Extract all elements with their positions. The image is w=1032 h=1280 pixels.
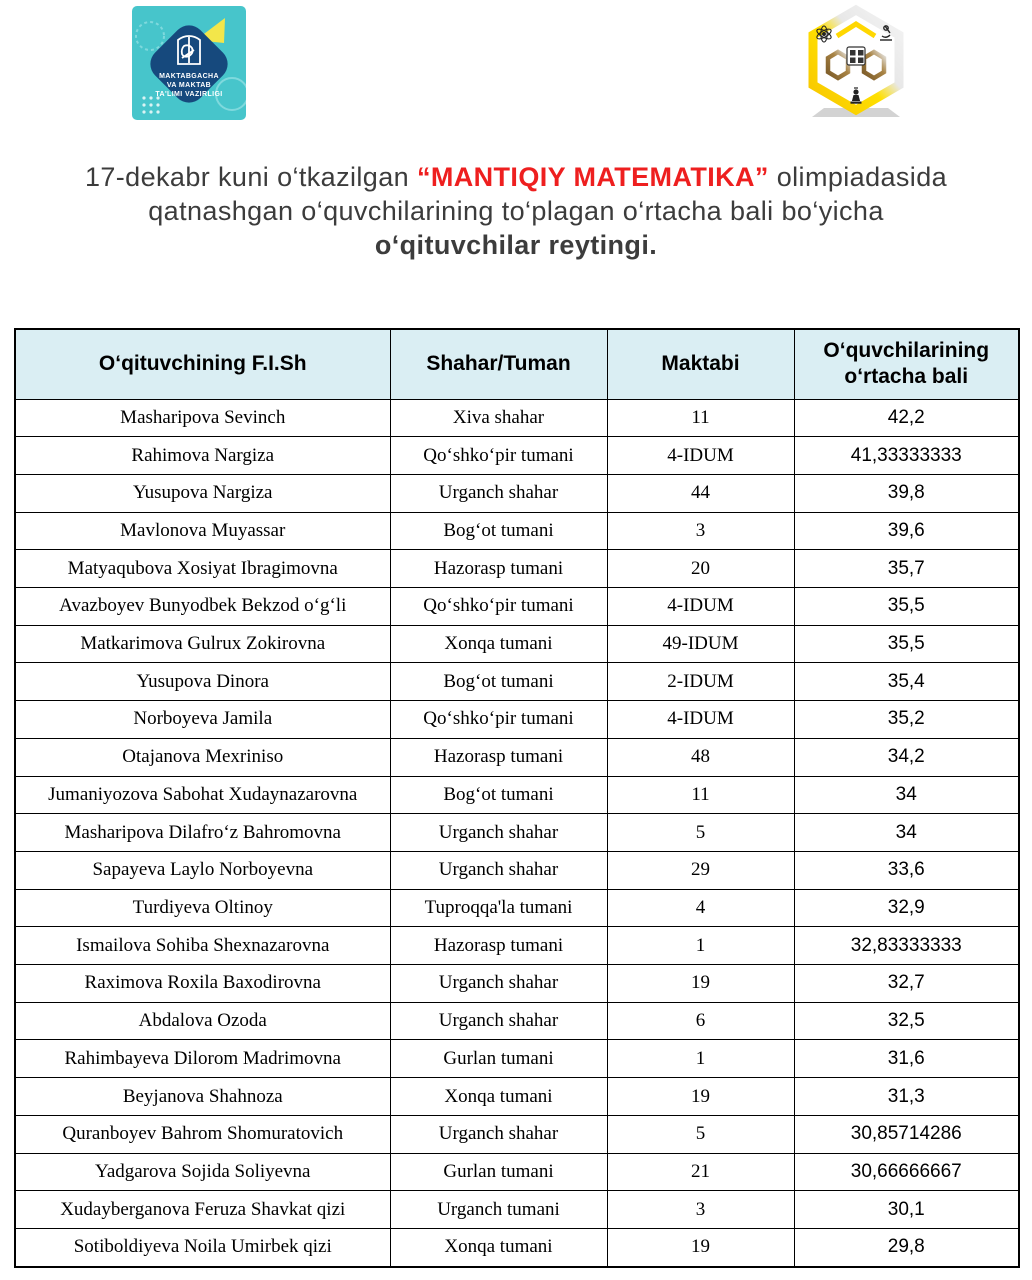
teacher-name-cell: Beyjanova Shahnoza xyxy=(15,1078,390,1116)
district-cell: Bog‘ot tumani xyxy=(390,663,607,701)
teacher-name-cell: Turdiyeva Oltinoy xyxy=(15,889,390,927)
school-cell: 1 xyxy=(607,927,794,965)
left-hexagon xyxy=(828,52,848,78)
district-cell: Hazorasp tumani xyxy=(390,550,607,588)
table-row xyxy=(15,1002,1019,1040)
teacher-name-cell: Xudayberganova Feruza Shavkat qizi xyxy=(15,1191,390,1229)
district-cell: Urganch tumani xyxy=(390,1191,607,1229)
title-line1-suffix: olimpiadasida xyxy=(768,162,948,192)
school-cell: 4-IDUM xyxy=(607,437,794,475)
district-cell: Gurlan tumani xyxy=(390,1040,607,1078)
score-cell: 30,1 xyxy=(794,1191,1019,1229)
table-row xyxy=(15,1040,1019,1078)
district-cell: Qo‘shko‘pir tumani xyxy=(390,588,607,626)
teacher-name-cell: Rahimbayeva Dilorom Madrimovna xyxy=(15,1040,390,1078)
title-line1-prefix: 17-dekabr kuni o‘tkazilgan xyxy=(84,162,417,192)
teacher-name-cell: Yadgarova Sojida Soliyevna xyxy=(15,1153,390,1191)
rating-table-container xyxy=(14,328,1018,1268)
top-chevron xyxy=(837,24,875,36)
teacher-name-cell: Matyaqubova Xosiyat Ibragimovna xyxy=(15,550,390,588)
district-cell: Hazorasp tumani xyxy=(390,927,607,965)
chess-pawn-icon xyxy=(851,88,862,104)
table-row xyxy=(15,399,1019,437)
teacher-name-cell: Sotiboldiyeva Noila Umirbek qizi xyxy=(15,1228,390,1267)
title-line-3: o‘qituvchilar reytingi. xyxy=(374,230,658,260)
table-row xyxy=(15,588,1019,626)
score-cell: 32,5 xyxy=(794,1002,1019,1040)
district-cell: Hazorasp tumani xyxy=(390,738,607,776)
district-cell: Bog‘ot tumani xyxy=(390,776,607,814)
svg-text:MAKTABGACHA: MAKTABGACHA xyxy=(159,73,219,80)
header-average-score: O‘quvchilarining o‘rtacha bali xyxy=(794,329,1019,399)
table-row xyxy=(15,701,1019,739)
school-cell: 4-IDUM xyxy=(607,701,794,739)
school-cell: 5 xyxy=(607,814,794,852)
header-school: Maktabi xyxy=(607,329,794,399)
teacher-name-cell: Mavlonova Muyassar xyxy=(15,512,390,550)
score-cell: 39,8 xyxy=(794,474,1019,512)
school-cell: 1 xyxy=(607,1040,794,1078)
school-cell: 49-IDUM xyxy=(607,625,794,663)
score-cell: 34 xyxy=(794,776,1019,814)
table-row xyxy=(15,889,1019,927)
svg-text:VA MAKTAB: VA MAKTAB xyxy=(166,82,212,89)
score-cell: 34,2 xyxy=(794,738,1019,776)
school-cell: 48 xyxy=(607,738,794,776)
school-cell: 44 xyxy=(607,474,794,512)
score-cell: 31,3 xyxy=(794,1078,1019,1116)
teacher-name-cell: Norboyeva Jamila xyxy=(15,701,390,739)
score-cell: 41,33333333 xyxy=(794,437,1019,475)
table-row xyxy=(15,663,1019,701)
school-cell: 3 xyxy=(607,1191,794,1229)
table-row xyxy=(15,814,1019,852)
score-cell: 32,7 xyxy=(794,965,1019,1003)
score-cell: 42,2 xyxy=(794,399,1019,437)
calculator-icon xyxy=(847,47,865,65)
teacher-name-cell: Rahimova Nargiza xyxy=(15,437,390,475)
table-row xyxy=(15,1191,1019,1229)
district-cell: Bog‘ot tumani xyxy=(390,512,607,550)
teacher-name-cell: Matkarimova Gulrux Zokirovna xyxy=(15,625,390,663)
school-cell: 4-IDUM xyxy=(607,588,794,626)
district-cell: Urganch shahar xyxy=(390,1002,607,1040)
score-cell: 35,2 xyxy=(794,701,1019,739)
table-row xyxy=(15,851,1019,889)
score-cell: 33,6 xyxy=(794,851,1019,889)
table-row xyxy=(15,625,1019,663)
title-highlight: “MANTIQIY MATEMATIKA” xyxy=(416,162,769,192)
district-cell: Tuproqqa'la tumani xyxy=(390,889,607,927)
district-cell: Urganch shahar xyxy=(390,851,607,889)
district-cell: Xonqa tumani xyxy=(390,1078,607,1116)
svg-text:TA'LIMI VAZIRLIGI: TA'LIMI VAZIRLIGI xyxy=(155,91,223,98)
table-row xyxy=(15,1115,1019,1153)
table-row xyxy=(15,512,1019,550)
score-cell: 39,6 xyxy=(794,512,1019,550)
district-cell: Xonqa tumani xyxy=(390,625,607,663)
teacher-name-cell: Abdalova Ozoda xyxy=(15,1002,390,1040)
score-cell: 31,6 xyxy=(794,1040,1019,1078)
district-cell: Xiva shahar xyxy=(390,399,607,437)
teacher-name-cell: Otajanova Mexriniso xyxy=(15,738,390,776)
school-cell: 11 xyxy=(607,776,794,814)
school-cell: 19 xyxy=(607,1078,794,1116)
school-cell: 3 xyxy=(607,512,794,550)
school-cell: 4 xyxy=(607,889,794,927)
table-row xyxy=(15,927,1019,965)
district-cell: Urganch shahar xyxy=(390,814,607,852)
district-cell: Gurlan tumani xyxy=(390,1153,607,1191)
school-cell: 6 xyxy=(607,1002,794,1040)
score-cell: 34 xyxy=(794,814,1019,852)
teacher-name-cell: Jumaniyozova Sabohat Xudaynazarovna xyxy=(15,776,390,814)
ministry-logo xyxy=(132,6,246,121)
score-cell: 35,5 xyxy=(794,588,1019,626)
page-title xyxy=(0,160,1032,262)
district-cell: Urganch shahar xyxy=(390,474,607,512)
rating-table-body xyxy=(15,399,1019,1267)
decor-dots xyxy=(142,96,159,113)
teacher-name-cell: Raximova Roxila Baxodirovna xyxy=(15,965,390,1003)
school-cell: 19 xyxy=(607,1228,794,1267)
table-row xyxy=(15,550,1019,588)
score-cell: 29,8 xyxy=(794,1228,1019,1267)
school-cell: 20 xyxy=(607,550,794,588)
table-row xyxy=(15,738,1019,776)
teacher-name-cell: Avazboyev Bunyodbek Bekzod o‘g‘li xyxy=(15,588,390,626)
school-cell: 19 xyxy=(607,965,794,1003)
score-cell: 30,85714286 xyxy=(794,1115,1019,1153)
score-cell: 30,66666667 xyxy=(794,1153,1019,1191)
district-cell: Qo‘shko‘pir tumani xyxy=(390,437,607,475)
school-cell: 2-IDUM xyxy=(607,663,794,701)
teacher-name-cell: Sapayeva Laylo Norboyevna xyxy=(15,851,390,889)
header-city-district: Shahar/Tuman xyxy=(390,329,607,399)
table-row xyxy=(15,1153,1019,1191)
district-cell: Urganch shahar xyxy=(390,965,607,1003)
title-line-1 xyxy=(0,160,1032,194)
header-teacher-name: O‘qituvchining F.I.Sh xyxy=(15,329,390,399)
table-row xyxy=(15,1078,1019,1116)
school-cell: 29 xyxy=(607,851,794,889)
right-hexagon xyxy=(864,52,884,78)
table-row xyxy=(15,776,1019,814)
teacher-name-cell: Yusupova Nargiza xyxy=(15,474,390,512)
score-cell: 32,83333333 xyxy=(794,927,1019,965)
score-cell: 32,9 xyxy=(794,889,1019,927)
olympiad-emblem-art xyxy=(798,4,914,122)
title-line-2: qatnashgan o‘quvchilarining to‘plagan o‘rtacha bali bo‘yicha xyxy=(148,196,884,226)
ministry-logo-art xyxy=(132,6,246,120)
teacher-name-cell: Ismailova Sohiba Shexnazarovna xyxy=(15,927,390,965)
district-cell: Qo‘shko‘pir tumani xyxy=(390,701,607,739)
table-row xyxy=(15,1228,1019,1267)
table-row xyxy=(15,474,1019,512)
rating-table xyxy=(14,328,1020,1268)
olympiad-emblem xyxy=(798,4,914,122)
table-row xyxy=(15,437,1019,475)
score-cell: 35,7 xyxy=(794,550,1019,588)
school-cell: 21 xyxy=(607,1153,794,1191)
table-row xyxy=(15,965,1019,1003)
teacher-name-cell: Yusupova Dinora xyxy=(15,663,390,701)
score-cell: 35,5 xyxy=(794,625,1019,663)
score-cell: 35,4 xyxy=(794,663,1019,701)
district-cell: Urganch shahar xyxy=(390,1115,607,1153)
school-cell: 11 xyxy=(607,399,794,437)
header-row xyxy=(15,329,1019,399)
school-cell: 5 xyxy=(607,1115,794,1153)
district-cell: Xonqa tumani xyxy=(390,1228,607,1267)
teacher-name-cell: Masharipova Dilafro‘z Bahromovna xyxy=(15,814,390,852)
teacher-name-cell: Masharipova Sevinch xyxy=(15,399,390,437)
teacher-name-cell: Quranboyev Bahrom Shomuratovich xyxy=(15,1115,390,1153)
